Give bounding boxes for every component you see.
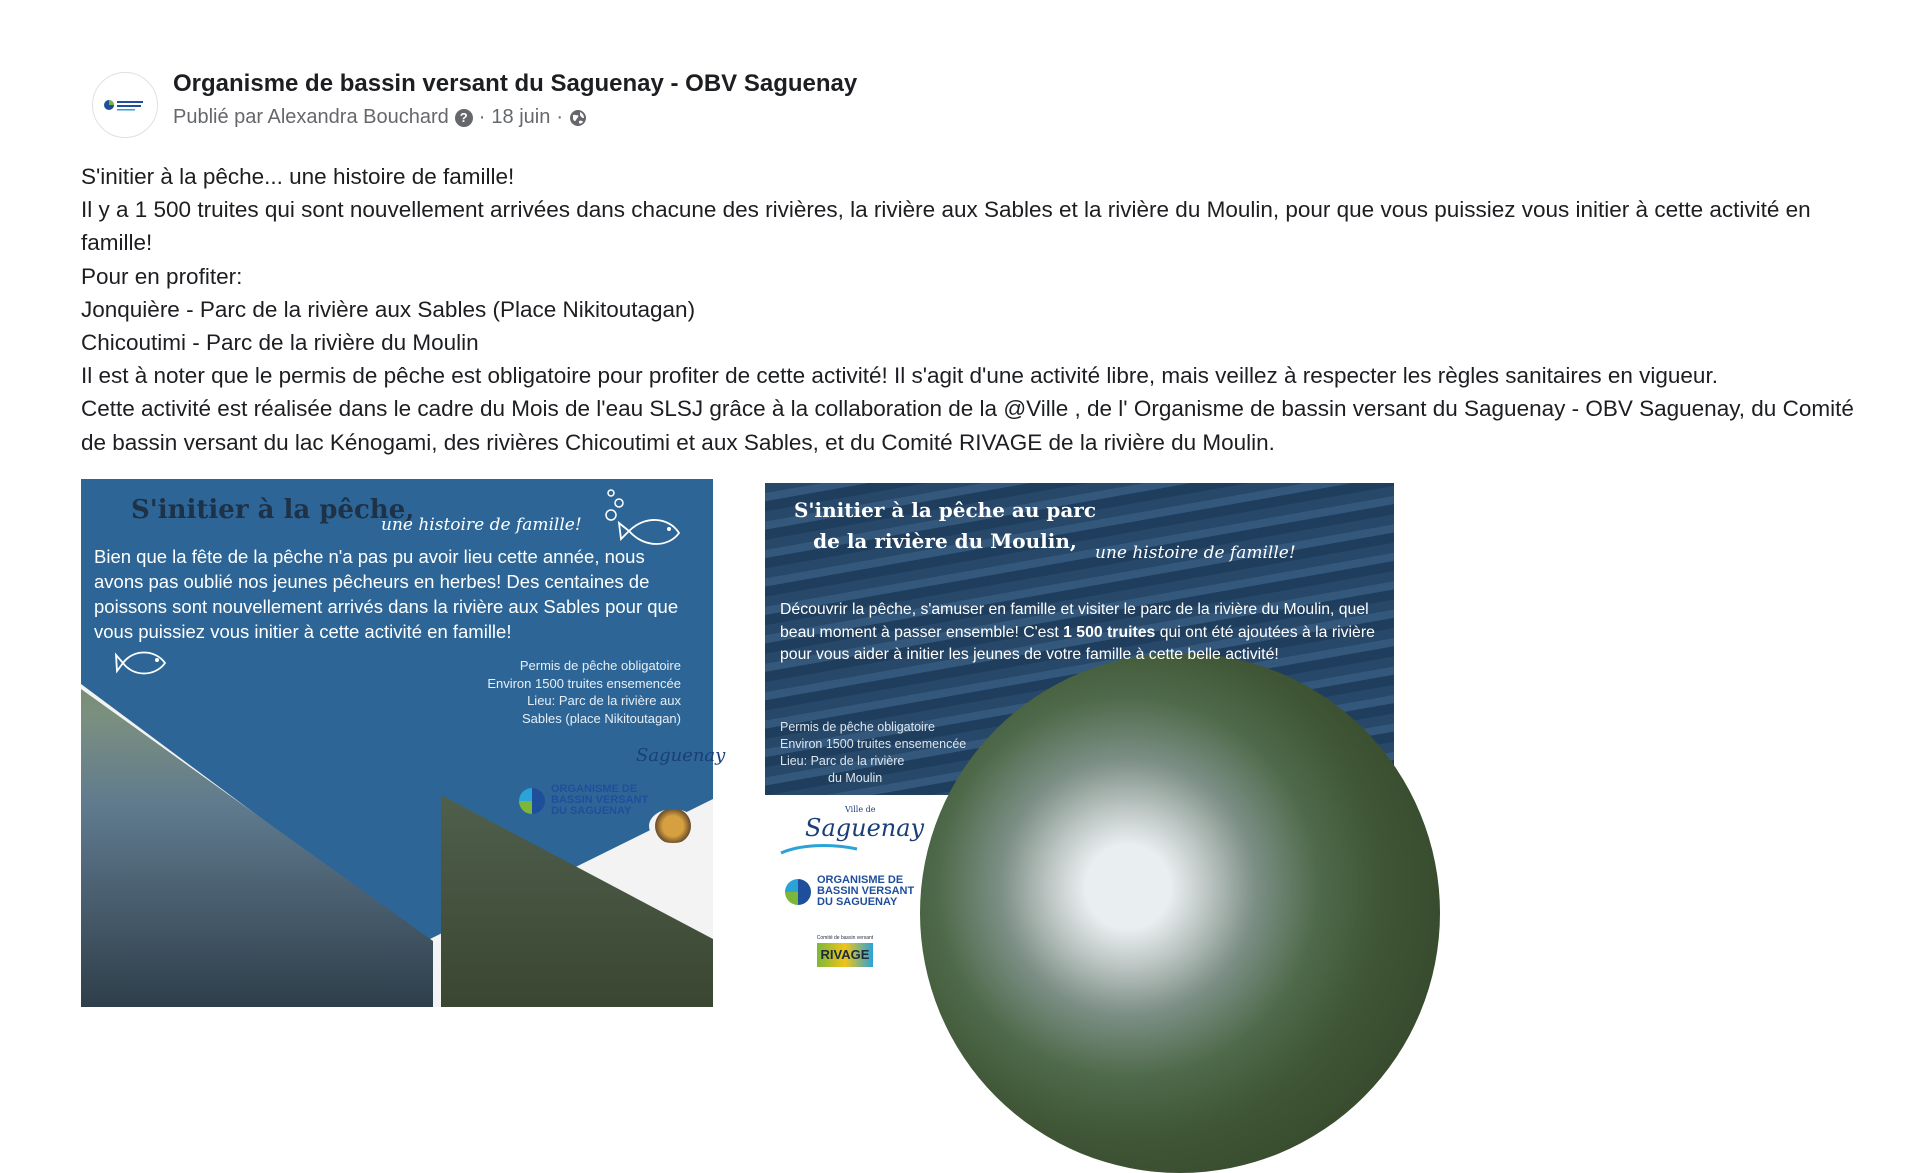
saguenay-logo: Saguenay	[636, 745, 726, 766]
post-message	[81, 160, 1861, 459]
post-photo-1[interactable]	[81, 479, 726, 1007]
info-line: Permis de pêche obligatoire	[519, 658, 681, 673]
obv-logo-icon	[103, 93, 147, 117]
obv-logo-line: ORGANISME DE	[817, 874, 904, 886]
post-photo-2[interactable]	[765, 483, 1394, 1009]
poster-title-line: S'initier à la pêche au parc	[793, 498, 1097, 522]
body-text-part: qui ont été ajoutées à la rivière pour vous aider à initier les jeunes de votre famille à cette belle activité!	[780, 623, 1375, 663]
rivage-logo	[815, 935, 875, 981]
poster-title-line: de la rivière du Moulin,	[813, 529, 1077, 553]
post-paragraph: Cette activité est réalisée dans le cadre du Mois de l'eau SLSJ grâce à la collaboration de la @Ville , de l' Organisme de bassin versant du Saguenay - OBV Saguenay, du Comité de bassin versant du lac Kénogami, des rivières Chicoutimi et aux Sables, et du Comité RIVAGE de la rivière du Moulin.	[81, 396, 1854, 455]
rivage-caption: Comité de bassin versant	[816, 935, 874, 941]
saguenay-logo-text: Saguenay	[805, 814, 925, 842]
page-name-link[interactable]: Organisme de bassin versant du Saguenay - OBV Saguenay	[173, 70, 858, 97]
info-line: Lieu: Parc de la rivière aux	[527, 693, 681, 708]
obv-logo	[785, 875, 914, 908]
info-line: du Moulin	[828, 771, 883, 785]
info-line: Environ 1500 truites ensemencée	[487, 675, 681, 691]
question-circle-icon[interactable]: ?	[455, 109, 473, 127]
post-paragraph: Il y a 1 500 truites qui sont nouvellement arrivées dans chacune des rivières, la rivière aux Sables et la rivière du Moulin, pour que vous puissiez vous initier à cette activité en famille!	[81, 197, 1811, 256]
poster-title	[765, 495, 1125, 557]
info-line: Environ 1500 truites ensemencée	[780, 737, 967, 751]
meta-separator-2: ·	[556, 106, 564, 128]
page-avatar[interactable]	[92, 72, 158, 138]
poster-body-text	[780, 599, 1380, 667]
obv-disc-icon	[785, 879, 811, 905]
saguenay-swoosh-icon	[779, 841, 859, 857]
poster-info-block	[780, 719, 1020, 787]
post-paragraph: Chicoutimi - Parc de la rivière du Moulin	[81, 330, 479, 356]
info-line: Lieu: Parc de la rivière	[780, 754, 905, 768]
info-line: Sables (place Nikitoutagan)	[522, 710, 681, 726]
rivage-mark: RIVAGE	[817, 943, 873, 967]
post-paragraph: Jonquière - Parc de la rivière aux Sables (Place Nikitoutagan)	[81, 296, 696, 322]
obv-logo-line: DU SAGUENAY	[551, 805, 632, 817]
obv-disc-icon	[519, 788, 545, 814]
info-line: Permis de pêche obligatoire	[780, 720, 935, 734]
globe-icon[interactable]	[569, 109, 587, 127]
poster-script-subtitle: une histoire de famille!	[1095, 543, 1296, 563]
ville-saguenay-logo	[805, 805, 924, 842]
post-date-link[interactable]: 18 juin	[491, 106, 551, 128]
published-by-label: Publié par Alexandra Bouchard	[173, 106, 449, 128]
fish-icon	[115, 647, 173, 679]
kenogami-logo-icon	[649, 809, 697, 843]
post-meta	[173, 106, 587, 129]
ville-de-label: Ville de	[845, 805, 876, 814]
poster-info-block	[441, 657, 681, 727]
post-paragraph: S'initier à la pêche... une histoire de famille!	[81, 164, 515, 189]
post-paragraph: Pour en profiter:	[81, 263, 243, 289]
obv-logo-line: BASSIN VERSANT	[817, 885, 915, 897]
poster-script-subtitle: une histoire de famille!	[381, 515, 582, 535]
poster-title: S'initier à la pêche,	[131, 495, 415, 525]
body-text-part: Découvrir la pêche, s'amuser en famille et visiter le parc de la rivière du Moulin, quel beau moment à passer ensemble! C'est	[780, 601, 1369, 641]
obv-logo-line: BASSIN VERSANT	[551, 794, 649, 806]
poster-body-text: Bien que la fête de la pêche n'a pas pu avoir lieu cette année, nous avons pas oublié nos jeunes pêcheurs en herbes! Des centaines de poissons sont nouvellement arrivés dans la rivière aux Sables pour que vous puissiez vous initier à cette activité en famille!	[94, 546, 679, 642]
meta-separator: ·	[478, 106, 486, 128]
obv-logo-line: DU SAGUENAY	[817, 896, 898, 908]
obv-logo	[519, 784, 648, 817]
body-text-bold: 1 500 truites	[1063, 623, 1156, 641]
post-paragraph: Il est à noter que le permis de pêche est obligatoire pour profiter de cette activité! Il s'agit d'une activité libre, mais veillez à respecter les règles sanitaires en vigueur.	[81, 363, 1718, 389]
obv-logo-line: ORGANISME DE	[551, 783, 638, 795]
